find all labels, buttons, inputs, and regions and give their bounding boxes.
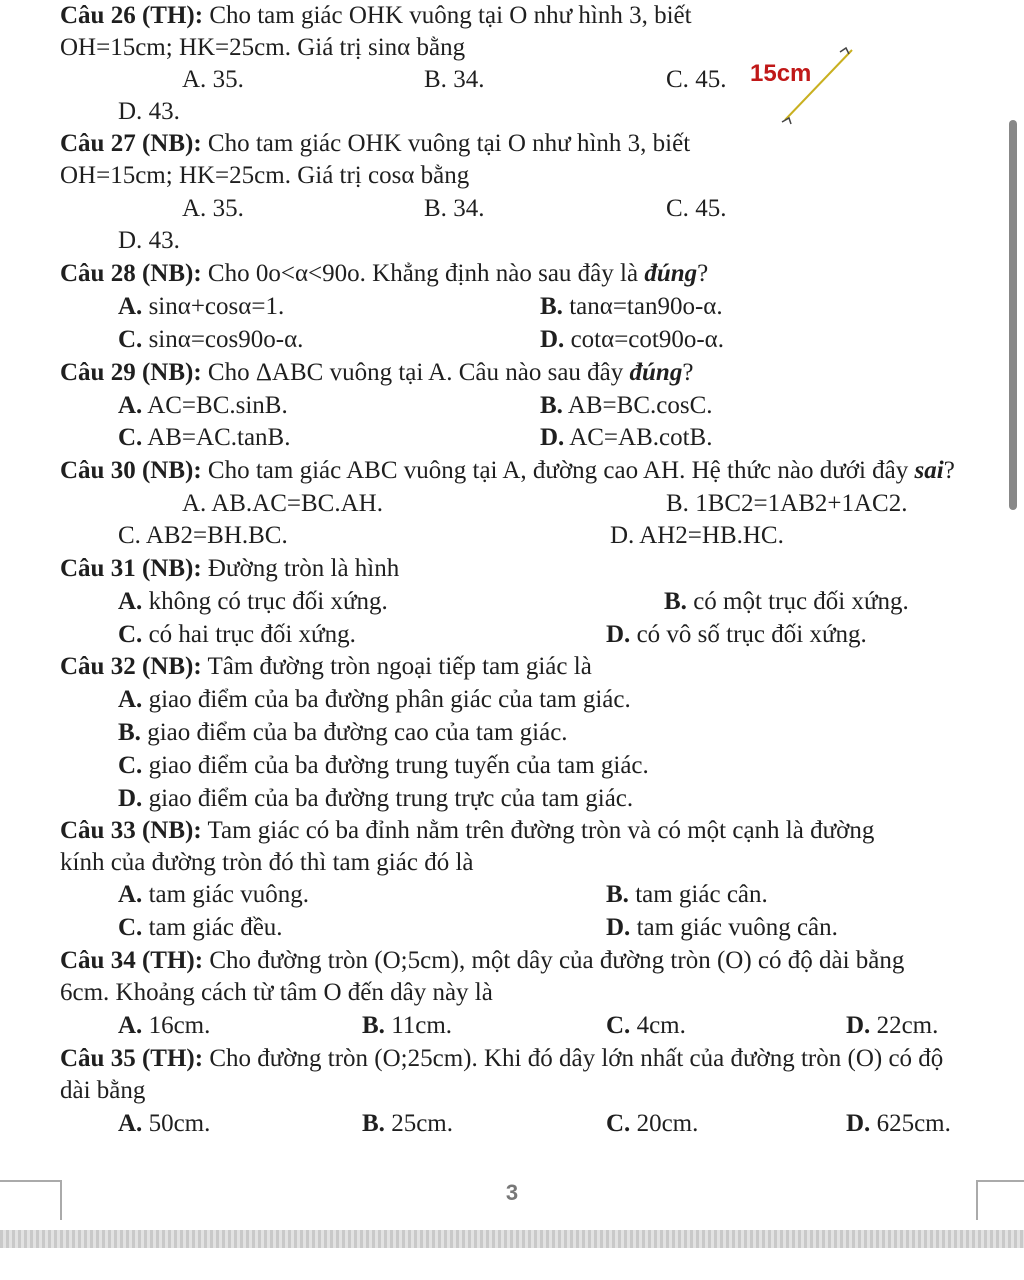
option-b: B. 1BC2=1AB2+1AC2. <box>666 490 908 517</box>
question-28: Câu 28 (NB): Cho 0o<α<90o. Khẳng định nào sau đây là đúng? <box>60 260 709 287</box>
question-label: Câu 28 (NB): <box>60 260 202 287</box>
option-b: B. tam giác cân. <box>606 881 768 908</box>
question-text: Cho đường tròn (O;5cm), một dây của đường tròn (O) có độ dài bằng <box>209 947 905 974</box>
question-32 <box>60 651 592 683</box>
question-34 <box>60 945 904 977</box>
question-text: Đường tròn là hình <box>207 555 400 582</box>
question-31 <box>60 553 399 585</box>
emphasis-word: sai <box>914 457 944 484</box>
option-c: C. 45. <box>666 195 727 222</box>
option-a: A. giao điểm của ba đường phân giác của tam giác. <box>118 686 631 713</box>
question-33 <box>60 815 874 847</box>
option-d: D. có vô số trục đối xứng. <box>606 621 867 648</box>
option-a: A. không có trục đối xứng. <box>118 588 388 615</box>
question-label: Câu 26 (TH): <box>60 2 204 29</box>
option-b: B. 34. <box>424 66 485 93</box>
emphasis-word: đúng <box>644 260 698 287</box>
question-26-text-2: OH=15cm; HK=25cm. Giá trị sinα bằng <box>60 34 466 61</box>
question-label: Câu 29 (NB): <box>60 359 202 386</box>
option-b: B. tanα=tan90o-α. <box>540 293 723 320</box>
question-label: Câu 27 (NB): <box>60 130 202 157</box>
option-b: B. có một trục đối xứng. <box>664 588 909 615</box>
question-label: Câu 31 (NB): <box>60 555 202 582</box>
option-b: B. 34. <box>424 195 485 222</box>
question-text: Tâm đường tròn ngoại tiếp tam giác là <box>207 653 592 680</box>
question-27 <box>60 128 690 160</box>
question-33-text-2: kính của đường tròn đó thì tam giác đó là <box>60 849 474 876</box>
question-text: Cho tam giác OHK vuông tại O như hình 3, biết <box>207 130 691 157</box>
question-label: Câu 35 (TH): <box>60 1045 204 1072</box>
question-text: Cho tam giác ABC vuông tại A, đường cao AH. Hệ thức nào dưới đây <box>207 457 915 484</box>
question-label: Câu 33 (NB): <box>60 817 202 844</box>
question-35-text-2: dài bằng <box>60 1077 146 1104</box>
question-29: Câu 29 (NB): Cho ΔABC vuông tại A. Câu nào sau đây đúng? <box>60 359 694 386</box>
question-34-text-2: 6cm. Khoảng cách từ tâm O đến dây này là <box>60 979 493 1006</box>
option-d: D. cotα=cot90o-α. <box>540 326 725 353</box>
option-d: D. giao điểm của ba đường trung trực của tam giác. <box>118 785 634 812</box>
question-text: Tam giác có ba đỉnh nằm trên đường tròn và có một cạnh là đường <box>207 817 875 844</box>
option-c: C. giao điểm của ba đường trung tuyến của tam giác. <box>118 752 649 779</box>
option-b: B. giao điểm của ba đường cao của tam giác. <box>118 719 568 746</box>
option-d: D. 43. <box>118 98 180 125</box>
option-a: A. AB.AC=BC.AH. <box>182 490 383 517</box>
option-d: D. tam giác vuông cân. <box>606 914 838 941</box>
option-a: A. sinα+cosα=1. <box>118 293 285 320</box>
vertical-scrollbar[interactable] <box>1009 120 1017 510</box>
option-b: B. 11cm. <box>362 1012 453 1039</box>
question-label: Câu 34 (TH): <box>60 947 204 974</box>
question-text: Cho tam giác OHK vuông tại O như hình 3, biết <box>209 2 692 29</box>
option-d: D. 625cm. <box>846 1110 951 1137</box>
option-a: A. 50cm. <box>118 1110 211 1137</box>
question-35 <box>60 1043 943 1075</box>
figure-length-label: 15cm <box>750 60 812 87</box>
option-c: C. AB=AC.tanB. <box>118 424 291 451</box>
question-label: Câu 32 (NB): <box>60 653 202 680</box>
option-b: B. 25cm. <box>362 1110 453 1137</box>
option-c: C. tam giác đều. <box>118 914 283 941</box>
page-number: 3 <box>505 1180 519 1205</box>
option-d: D. 43. <box>118 227 180 254</box>
question-27-text-2: OH=15cm; HK=25cm. Giá trị cosα bằng <box>60 162 470 189</box>
question-text: Cho đường tròn (O;25cm). Khi đó dây lớn nhất của đường tròn (O) có độ <box>209 1045 944 1072</box>
option-a: A. 35. <box>182 195 244 222</box>
page-separator <box>0 1230 1024 1248</box>
option-a: A. 16cm. <box>118 1012 211 1039</box>
vertex-mark-bottom <box>782 118 791 124</box>
question-text: Cho ΔABC vuông tại A. Câu nào sau đây <box>207 359 630 386</box>
emphasis-word: đúng <box>629 359 683 386</box>
option-c: C. có hai trục đối xứng. <box>118 621 356 648</box>
question-26 <box>60 0 692 32</box>
option-a: A. tam giác vuông. <box>118 881 309 908</box>
question-30: Câu 30 (NB): Cho tam giác ABC vuông tại A, đường cao AH. Hệ thức nào dưới đây sai? <box>60 457 955 484</box>
question-label: Câu 30 (NB): <box>60 457 202 484</box>
question-text: Cho 0o<α<90o. Khẳng định nào sau đây là <box>207 260 645 287</box>
option-c: C. AB2=BH.BC. <box>118 522 288 549</box>
option-a: A. AC=BC.sinB. <box>118 392 288 419</box>
option-c: C. 45. <box>666 66 727 93</box>
option-c: C. 4cm. <box>606 1012 686 1039</box>
option-b: B. AB=BC.cosC. <box>540 392 713 419</box>
option-d: D. 22cm. <box>846 1012 939 1039</box>
option-d: D. AC=AB.cotB. <box>540 424 713 451</box>
option-a: A. 35. <box>182 66 244 93</box>
option-d: D. AH2=HB.HC. <box>610 522 784 549</box>
option-c: C. sinα=cos90o-α. <box>118 326 304 353</box>
option-c: C. 20cm. <box>606 1110 699 1137</box>
